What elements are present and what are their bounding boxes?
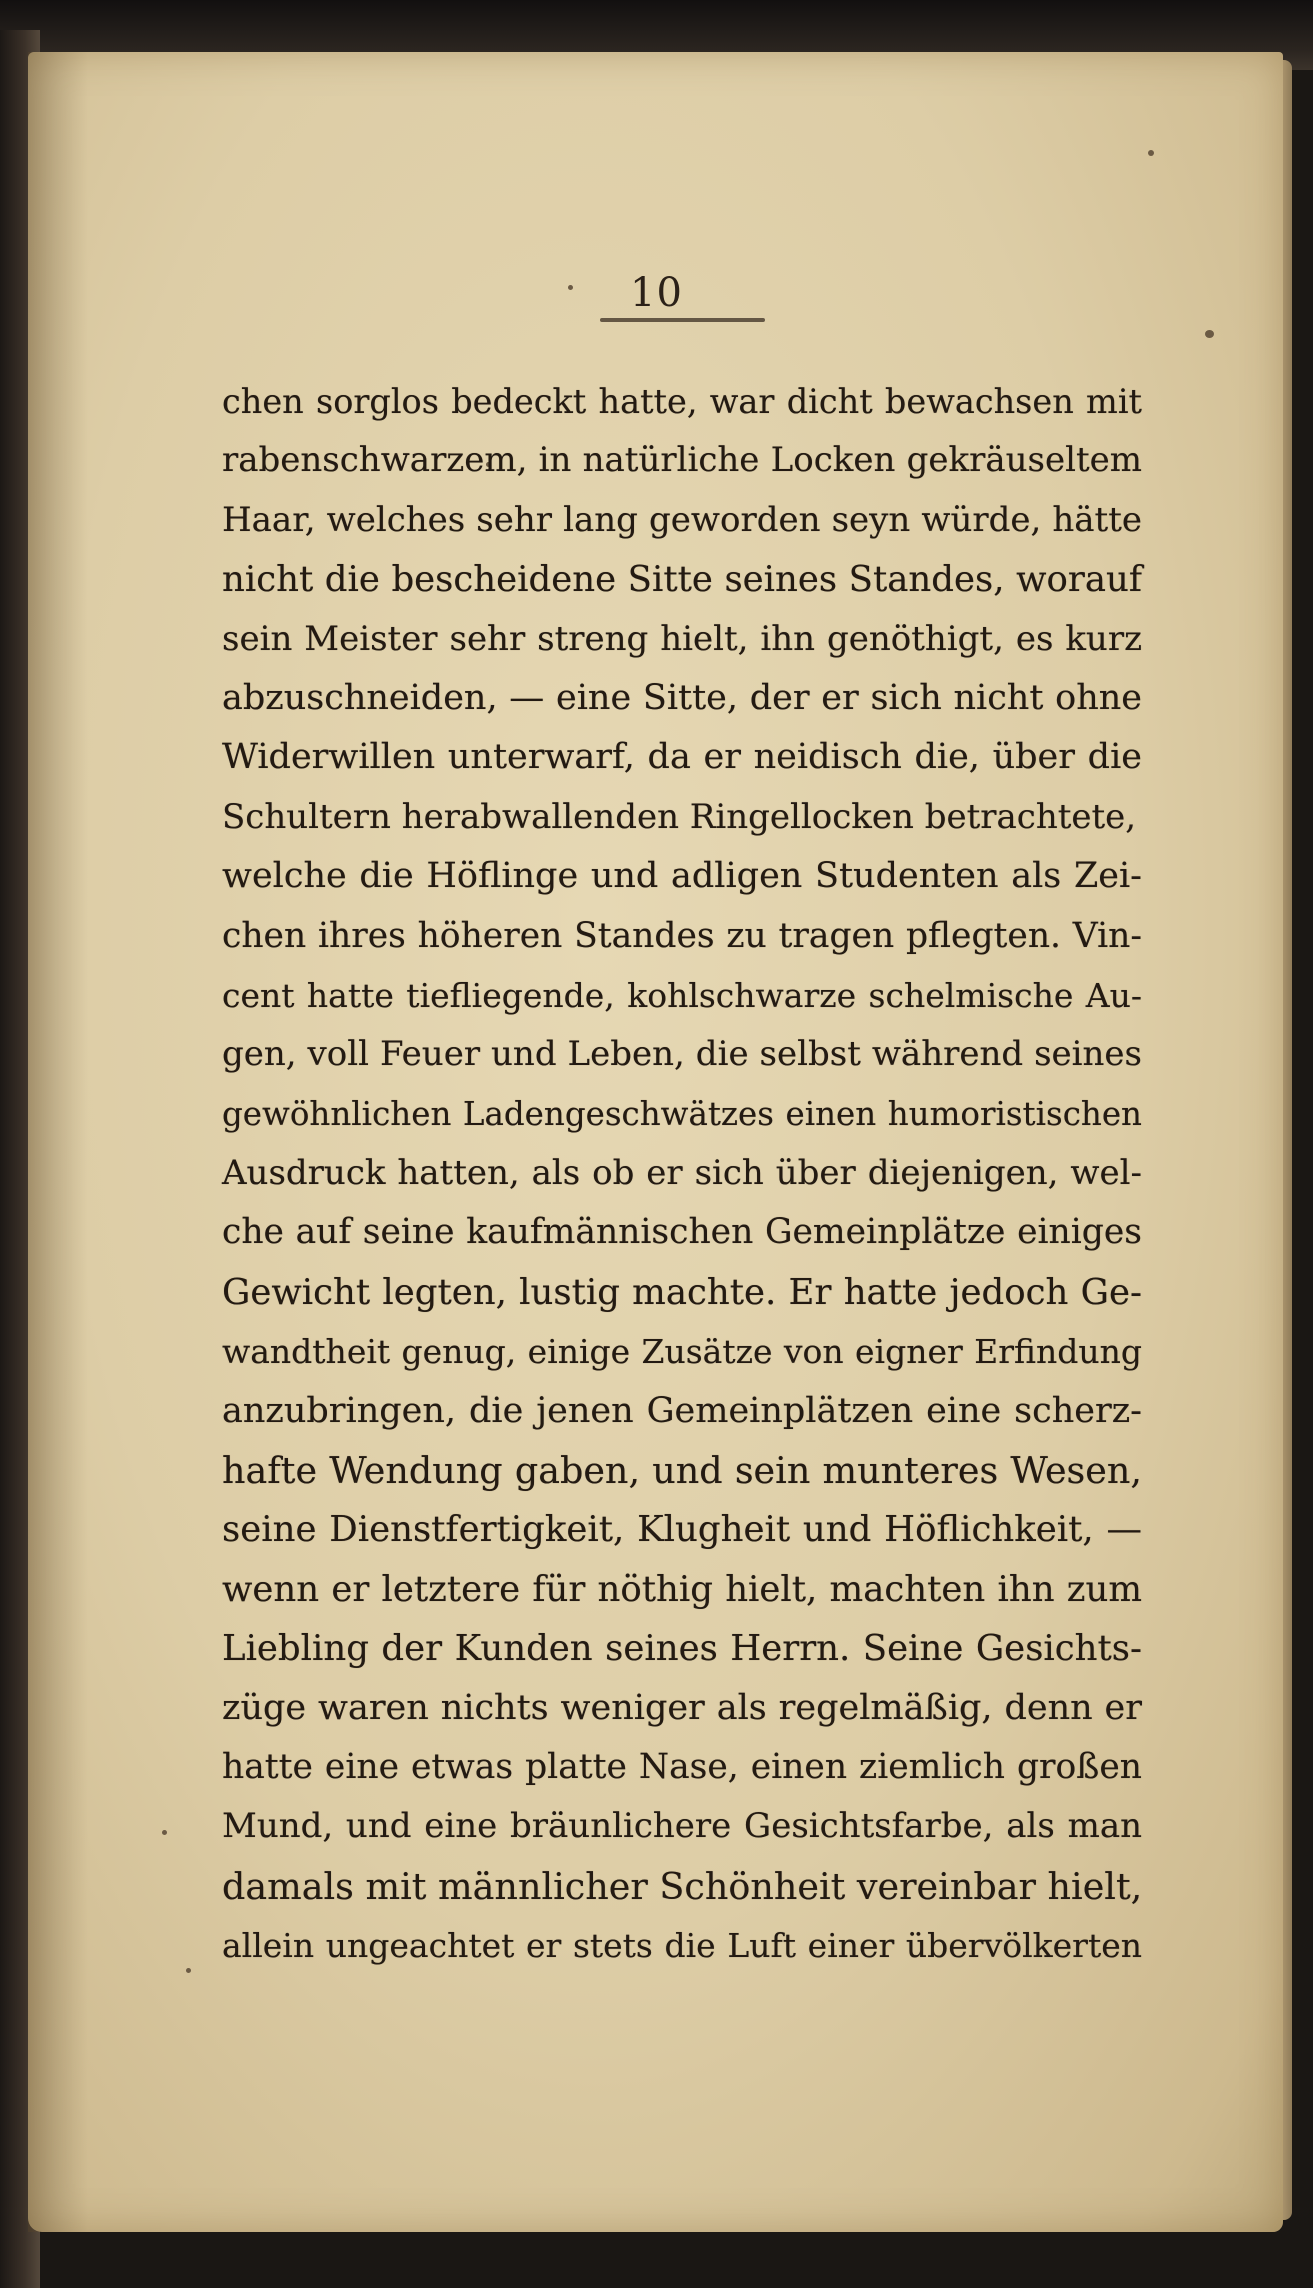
text-line: rabenschwarzem, in natürliche Locken gekräuseltem (222, 440, 1142, 481)
text-line: züge waren nichts weniger als regelmäßig, denn er (222, 1687, 1142, 1728)
text-line: gewöhnlichen Ladengeschwätzes einen humoristischen (222, 1094, 1142, 1133)
text-line: gen, voll Feuer und Leben, die selbst während seines (222, 1034, 1142, 1075)
gutter-shadow (28, 52, 88, 2232)
text-line: Gewicht legten, lustig machte. Er hatte jedoch Ge- (222, 1271, 1142, 1313)
paper-speck (1148, 150, 1154, 156)
text-line: wandtheit genug, einige Zusätze von eigner Erfindung (222, 1332, 1142, 1372)
text-line: wenn er letztere für nöthig hielt, machten ihn zum (222, 1568, 1142, 1610)
paper-speck (1205, 330, 1214, 338)
text-line: Ausdruck hatten, als ob er sich über diejenigen, wel- (222, 1153, 1142, 1194)
text-line: che auf seine kaufmännischen Gemeinplätze einiges (222, 1212, 1142, 1253)
text-line: damals mit männlicher Schönheit vereinbar hielt, (222, 1864, 1143, 1908)
text-line: chen sorglos bedeckt hatte, war dicht bewachsen mit (222, 382, 1142, 421)
header-rule (600, 318, 765, 322)
text-line: hatte eine etwas platte Nase, einen ziemlich großen (222, 1746, 1142, 1787)
text-line: nicht die bescheidene Sitte seines Standes, worauf (222, 559, 1142, 601)
text-line: allein ungeachtet er stets die Luft einer übervölkerten (222, 1926, 1142, 1966)
text-line: welche die Höflinge und adligen Studenten als Zei- (222, 856, 1142, 897)
text-line: Schultern herabwallenden Ringellocken betrachtete, (222, 796, 1137, 837)
text-line: Mund, und eine bräunlichere Gesichtsfarbe, als man (222, 1806, 1142, 1847)
page-header (0, 270, 1313, 316)
text-line: seine Dienstfertigkeit, Klugheit und Höflichkeit, — (222, 1509, 1142, 1551)
text-line: hafte Wendung gaben, und sein munteres Wesen, (222, 1449, 1142, 1493)
page-number: 10 (630, 270, 683, 316)
text-line: anzubringen, die jenen Gemeinplätzen eine scherz- (222, 1390, 1142, 1431)
text-line: Widerwillen unterwarf, da er neidisch die, über die (222, 737, 1142, 778)
text-line: abzuschneiden, — eine Sitte, der er sich nicht ohne (222, 677, 1142, 718)
text-line: Haar, welches sehr lang geworden seyn würde, hätte (222, 499, 1142, 540)
body-text (222, 372, 1142, 1976)
text-line: cent hatte tiefliegende, kohlschwarze schelmische Au- (222, 975, 1142, 1015)
text-line: Liebling der Kunden seines Herrn. Seine Gesichts- (222, 1628, 1142, 1670)
paper-speck (162, 1830, 167, 1835)
text-line: sein Meister sehr streng hielt, ihn genöthigt, es kurz (222, 618, 1142, 659)
paper-speck (186, 1968, 191, 1973)
text-line: chen ihres höheren Standes zu tragen pflegten. Vin- (222, 915, 1142, 956)
